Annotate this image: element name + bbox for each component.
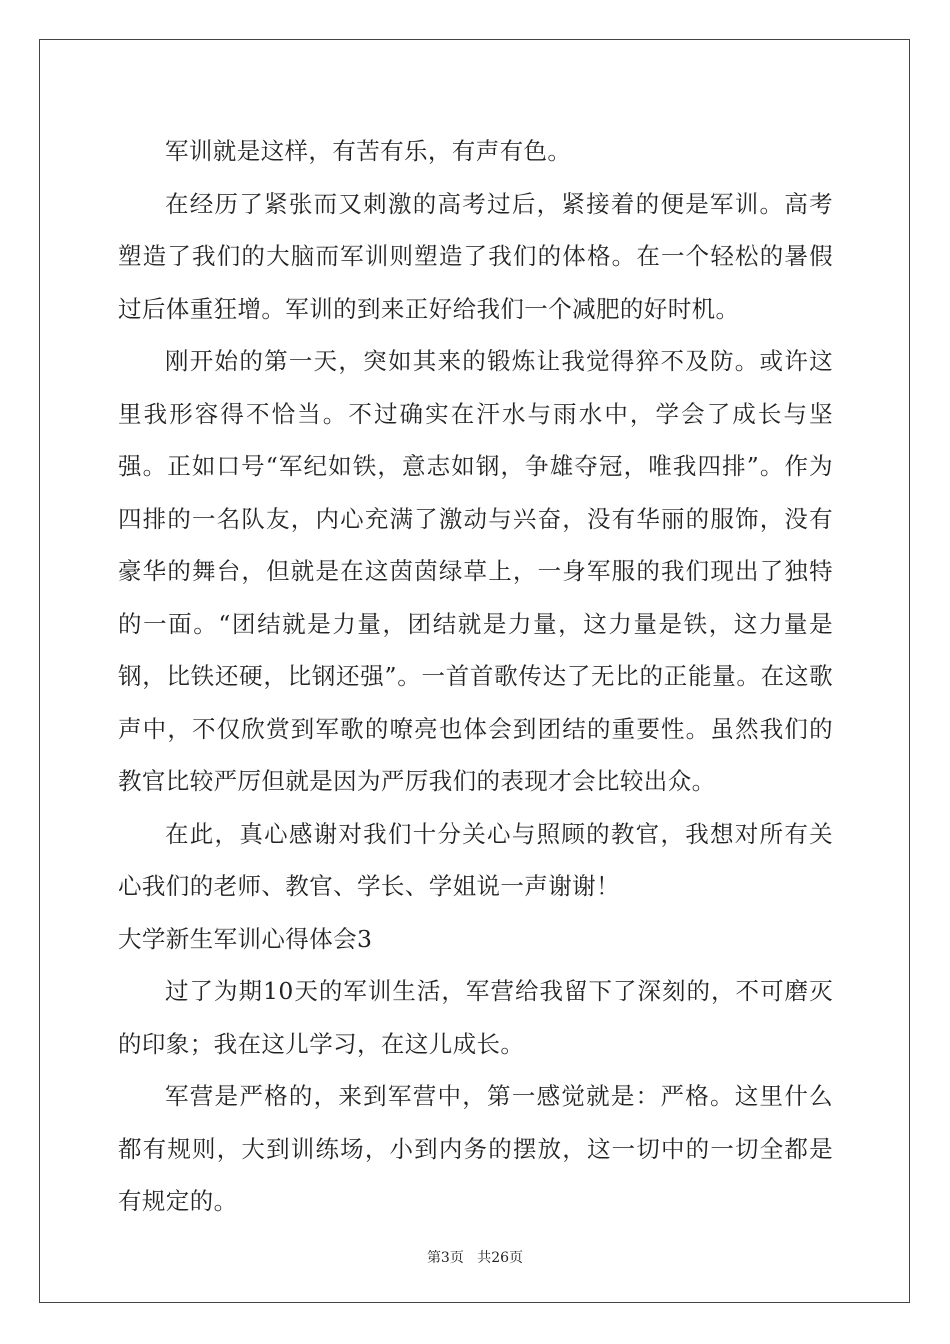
- paragraph: 军训就是这样，有苦有乐，有声有色。: [165, 137, 572, 165]
- paragraph: 军营是严格的，来到军营中，第一感觉就是：严格。这里什么都有规则，大到训练场，小到内务的摆放，这一切中的一切全都是有规定的。: [118, 1082, 833, 1215]
- page-number: 第3页: [426, 1250, 464, 1266]
- page-total: 共26页: [477, 1250, 524, 1266]
- page-footer: [0, 1247, 950, 1267]
- paragraph: 在此，真心感谢对我们十分关心与照顾的教官，我想对所有关心我们的老师、教官、学长、学姐说一声谢谢！: [118, 819, 833, 900]
- document-body: [118, 125, 833, 1228]
- paragraph: 过了为期10天的军训生活，军营给我留下了深刻的，不可磨灭的印象；我在这儿学习，在这儿成长。: [118, 977, 833, 1058]
- section-heading: 大学新生军训心得体会3: [118, 924, 373, 953]
- paragraph: 刚开始的第一天，突如其来的锻炼让我觉得猝不及防。或许这里我形容得不恰当。不过确实在汗水与雨水中，学会了成长与坚强。正如口号“军纪如铁，意志如钢，争雄夺冠，唯我四排”。作为四排的一名队友，内心充满了激动与兴奋，没有华丽的服饰，没有豪华的舞台，但就是在这茵茵绿草上，一身军服的我们现出了独特的一面。“团结就是力量，团结就是力量，这力量是铁，这力量是钢，比铁还硬，比钢还强”。一首首歌传达了无比的正能量。在这歌声中，不仅欣赏到军歌的嘹亮也体会到团结的重要性。虽然我们的教官比较严厉但就是因为严厉我们的表现才会比较出众。: [118, 347, 833, 795]
- paragraph: 在经历了紧张而又刺激的高考过后，紧接着的便是军训。高考塑造了我们的大脑而军训则塑造了我们的体格。在一个轻松的暑假过后体重狂增。军训的到来正好给我们一个减肥的好时机。: [118, 189, 833, 323]
